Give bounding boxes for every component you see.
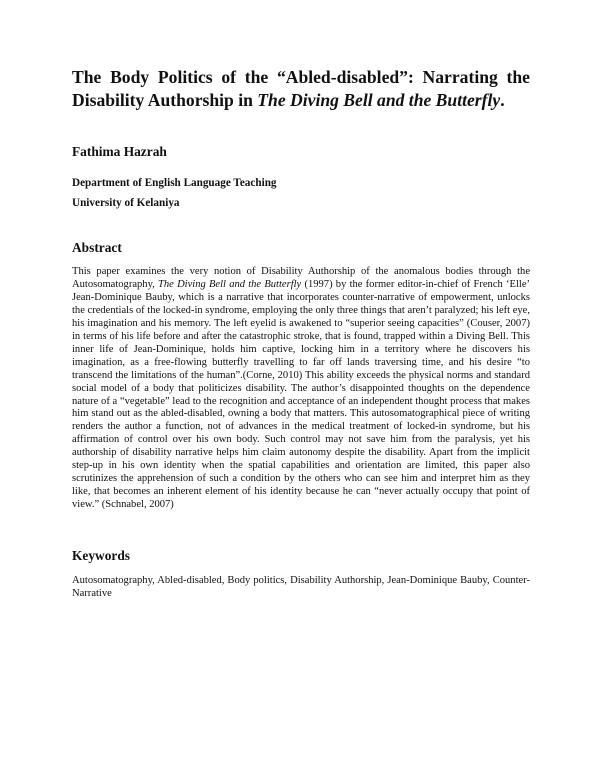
title-text: The Body Politics of the “Abled-disabled”: Narrating the Disability Authorship in — [72, 67, 530, 110]
keywords-heading: Keywords — [72, 548, 131, 564]
title-end: . — [500, 90, 505, 110]
abstract-italic-title: The Diving Bell and the Butterfly — [158, 278, 302, 290]
author-name: Fathima Hazrah — [72, 144, 167, 159]
affiliation-university: University of Kelaniya — [72, 197, 180, 209]
affiliation-department: Department of English Language Teaching — [72, 177, 277, 189]
paper-title — [72, 66, 530, 112]
keywords-body: Autosomatography, Abled-disabled, Body politics, Disability Authorship, Jean-Dominique Bauby, Counter-Narrative — [72, 575, 530, 600]
abstract-body — [72, 266, 530, 512]
abstract-text-rest: (1997) by the former editor-in-chief of French ‘Elle’ Jean-Dominique Bauby, which is a narrative that incorporates counter-narrative of empowerment, unlocks the credentials of the locked-in syndrome, employing the only three things that aren’t paralyzed; his left eye, his imagination and his memory. The left eyelid is awakened to “superior seeing capacities” (Couser, 2007) in terms of his life before and after the catastrophic stroke, that is found, trapped within a Diving Bell. This inner life of Jean-Dominique, holds him captive, locking him in a territory where he discovers his imagination, as a free-flowing butterfly travelling to far off lands traversing time, and his desire “to transcend the limitations of the human”.(Corne, 2010) This ability exceeds the physical norms and standard social model of a body that politicizes disability. The author’s disappointed thoughts on the dependence nature of a “vegetable” lead to the recognition and acceptance of an independent thought process that makes him stand out as the abled-disabled, owning a body that matters. This autosomatographical piece of writing renders the author a function, not of advances in the medical treatment of locked-in syndrome, but his affirmation of control over his own body. Such control may not save him from the paralysis, yet his authorship of disability narrative helps him claim autonomy despite the disability. Apart from the implicit step-up in his own identity when the spatial capabilities and orientation are limited, this paper also scrutinizes the apprehension of such a condition by the others who can see him and interpret him as they like, that becomes an inherent element of his identity because he can “never actually occupy that point of view.” (Schnabel, 2007) — [72, 278, 531, 511]
abstract-heading: Abstract — [72, 240, 122, 255]
title-italic-book: The Diving Bell and the Butterfly — [257, 90, 501, 110]
paper-page — [72, 66, 530, 600]
abstract-text-start: This paper examines the very notion of Disability Authorship of the anomalous bodies through the Autosomatography, — [72, 266, 530, 290]
